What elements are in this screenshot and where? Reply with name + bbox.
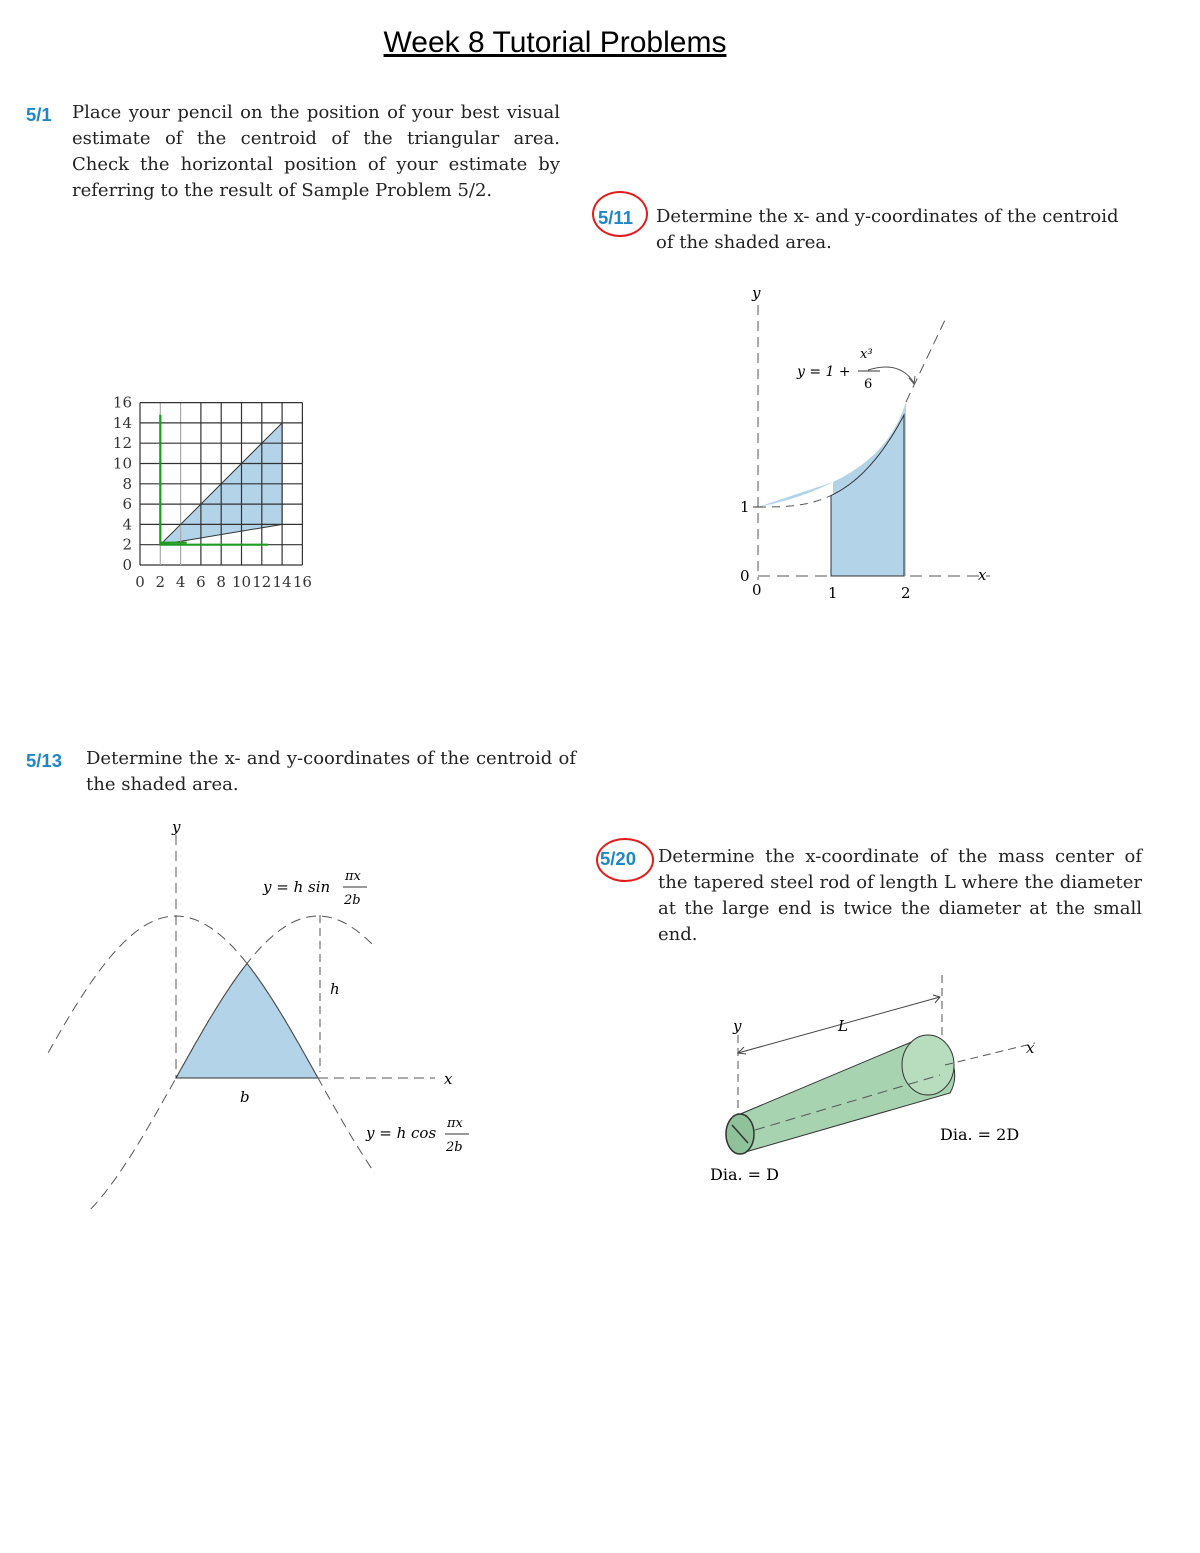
figure-5-20	[700, 965, 1060, 1195]
sin-equation-left: y = h sin	[263, 878, 331, 896]
cos-equation-left: y = h cos	[366, 1124, 437, 1142]
x-tick-label: 8	[216, 573, 226, 591]
x-tick-label: 14	[272, 573, 292, 591]
y-tick-label: 12	[112, 434, 132, 453]
y-tick-label: 8	[122, 474, 132, 493]
problem-number-5-13: 5/13	[26, 750, 63, 771]
y-tick-label: 6	[122, 495, 132, 514]
problem-number-5-1: 5/1	[26, 104, 52, 125]
sin-equation-num: πx	[345, 869, 361, 884]
x-tick-label: 0	[135, 573, 145, 591]
problem-text-5-11: Determine the x- and y-coordinates of the centroid of the shaded area.	[656, 206, 1119, 253]
figure-5-1-grid-chart	[100, 225, 490, 605]
problem-number-5-11: 5/11	[598, 207, 633, 228]
cos-equation-num: πx	[447, 1116, 463, 1131]
problem-text-5-13: Determine the x- and y-coordinates of the centroid of the shaded area.	[86, 748, 576, 795]
problem-text-5-20: Determine the x-coordinate of the mass center of the tapered steel rod of length L where the diameter at the large end is twice the diameter at the small end.	[658, 846, 1142, 945]
y-tick-label: 4	[122, 515, 132, 534]
y-tick-label: 16	[112, 393, 132, 412]
x-tick-label: 2	[155, 573, 166, 591]
equation-left: y = 1 +	[797, 364, 851, 380]
x-tick-label: 10	[231, 573, 252, 591]
figure-5-13	[120, 810, 500, 1190]
y-axis-label: y	[733, 1017, 742, 1035]
page-title: Week 8 Tutorial Problems	[383, 26, 727, 59]
y-axis-label: y	[752, 284, 761, 302]
problem-number-5-20: 5/20	[600, 848, 637, 869]
equation-denominator: 6	[864, 377, 873, 392]
origin-x-label: 0	[752, 581, 762, 599]
y-tick-label: 2	[122, 535, 132, 554]
x-two-label: 2	[901, 584, 911, 602]
y-tick-label: 10	[112, 454, 132, 473]
origin-y-label: 0	[740, 567, 750, 585]
cos-equation-den: 2b	[446, 1140, 463, 1155]
y-axis-label: y	[172, 818, 181, 836]
problem-text-5-1: Place your pencil on the position of your best visual estimate of the centroid of the triangular area. Check the horizontal position of your estimate by referring to the result of Sample Problem 5/2.	[72, 102, 560, 201]
large-diameter-label: Dia. = 2D	[940, 1125, 1020, 1144]
y-tick-label: 0	[122, 556, 132, 574]
y-one-label: 1	[740, 498, 750, 516]
sin-equation-den: 2b	[344, 893, 361, 908]
length-label: L	[838, 1017, 848, 1035]
y-tick-label: 14	[112, 413, 132, 432]
x-axis-label: x	[1026, 1039, 1035, 1057]
x-one-label: 1	[828, 584, 838, 602]
x-tick-label: 16	[292, 573, 312, 591]
x-tick-label: 4	[175, 573, 186, 591]
x-axis-label: x	[444, 1070, 453, 1088]
small-diameter-label: Dia. = D	[710, 1165, 779, 1184]
x-tick-label: 12	[252, 573, 272, 591]
equation-numerator: x³	[860, 347, 873, 362]
x-tick-label: 6	[196, 573, 206, 591]
figure-5-11	[700, 280, 1020, 610]
b-label: b	[240, 1088, 250, 1106]
x-axis-label: x	[978, 566, 987, 584]
h-label: h	[330, 980, 340, 998]
